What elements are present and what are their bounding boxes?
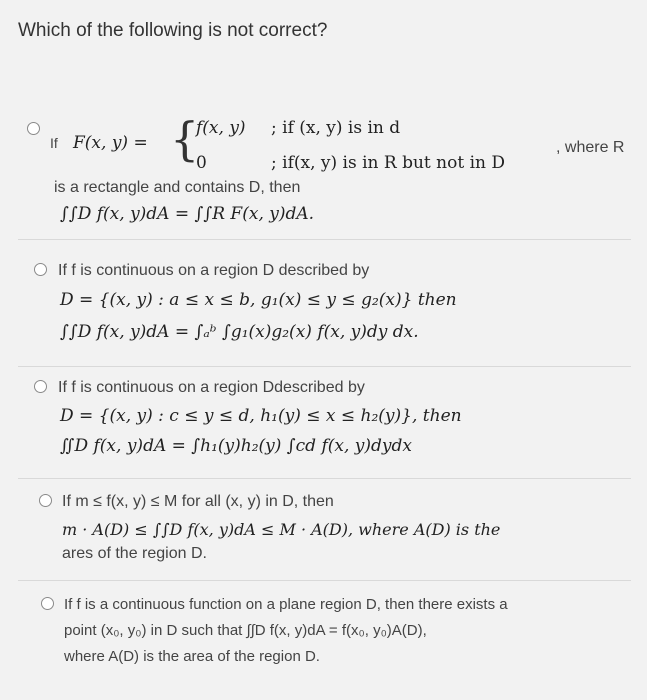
option-e-line1: If f is a continuous function on a plane region D, then there exists a [64,596,508,613]
option-c-line1: If f is continuous on a region Ddescribed by [58,379,365,396]
option-b-line1: If f is continuous on a region D described by [58,262,370,279]
option-b-line3: ∫∫D f(x, y)dA = ∫ₐᵇ ∫g₁(x)g₂(x) f(x, y)dy dx. [60,322,419,342]
option-e-radio[interactable] [41,597,54,610]
option-e-line2: point (x₀, y₀) in D such that ∫∫D f(x, y)dA = f(x₀, y₀)A(D), [64,622,427,639]
option-a-case1-f: f(x, y) [196,118,246,138]
option-d-line3: ares of the region D. [62,545,207,562]
option-a-where: , where R [556,139,625,156]
question-text: Which of the following is not correct? [18,20,328,41]
option-divider [18,580,631,581]
option-c-radio[interactable] [34,380,47,393]
option-divider [18,366,631,367]
option-a-case1-cond: ; if (x, y) is in d [271,118,401,138]
option-a-case2-cond: ; if(x, y) is in R but not in D [271,153,505,173]
option-b-line2: D = {(x, y) : a ≤ x ≤ b, g₁(x) ≤ y ≤ g₂(x)} then [60,290,457,310]
option-c-line3: ∬D f(x, y)dA = ∫h₁(y)h₂(y) ∫cd f(x, y)dydx [60,436,412,456]
option-a-line2: is a rectangle and contains D, then [54,179,301,196]
option-d-line1: If m ≤ f(x, y) ≤ M for all (x, y) in D, then [62,493,334,510]
option-a-lhs: F(x, y) = [73,133,148,153]
option-c-line2: D = {(x, y) : c ≤ y ≤ d, h₁(y) ≤ x ≤ h₂(y)}, then [60,406,462,426]
option-divider [18,239,631,240]
option-a-line3: ∫∫D f(x, y)dA = ∫∫R F(x, y)dA. [60,204,315,224]
option-a-if: If [50,135,58,151]
option-a-case2-val: 0 [196,153,207,173]
option-b-radio[interactable] [34,263,47,276]
option-a-brace: { [170,112,200,166]
option-d-line2: m · A(D) ≤ ∫∫D f(x, y)dA ≤ M · A(D), where A(D) is the [62,520,501,539]
option-divider [18,478,631,479]
option-e-line3: where A(D) is the area of the region D. [64,648,320,665]
option-a-radio[interactable] [27,122,40,135]
option-d-radio[interactable] [39,494,52,507]
